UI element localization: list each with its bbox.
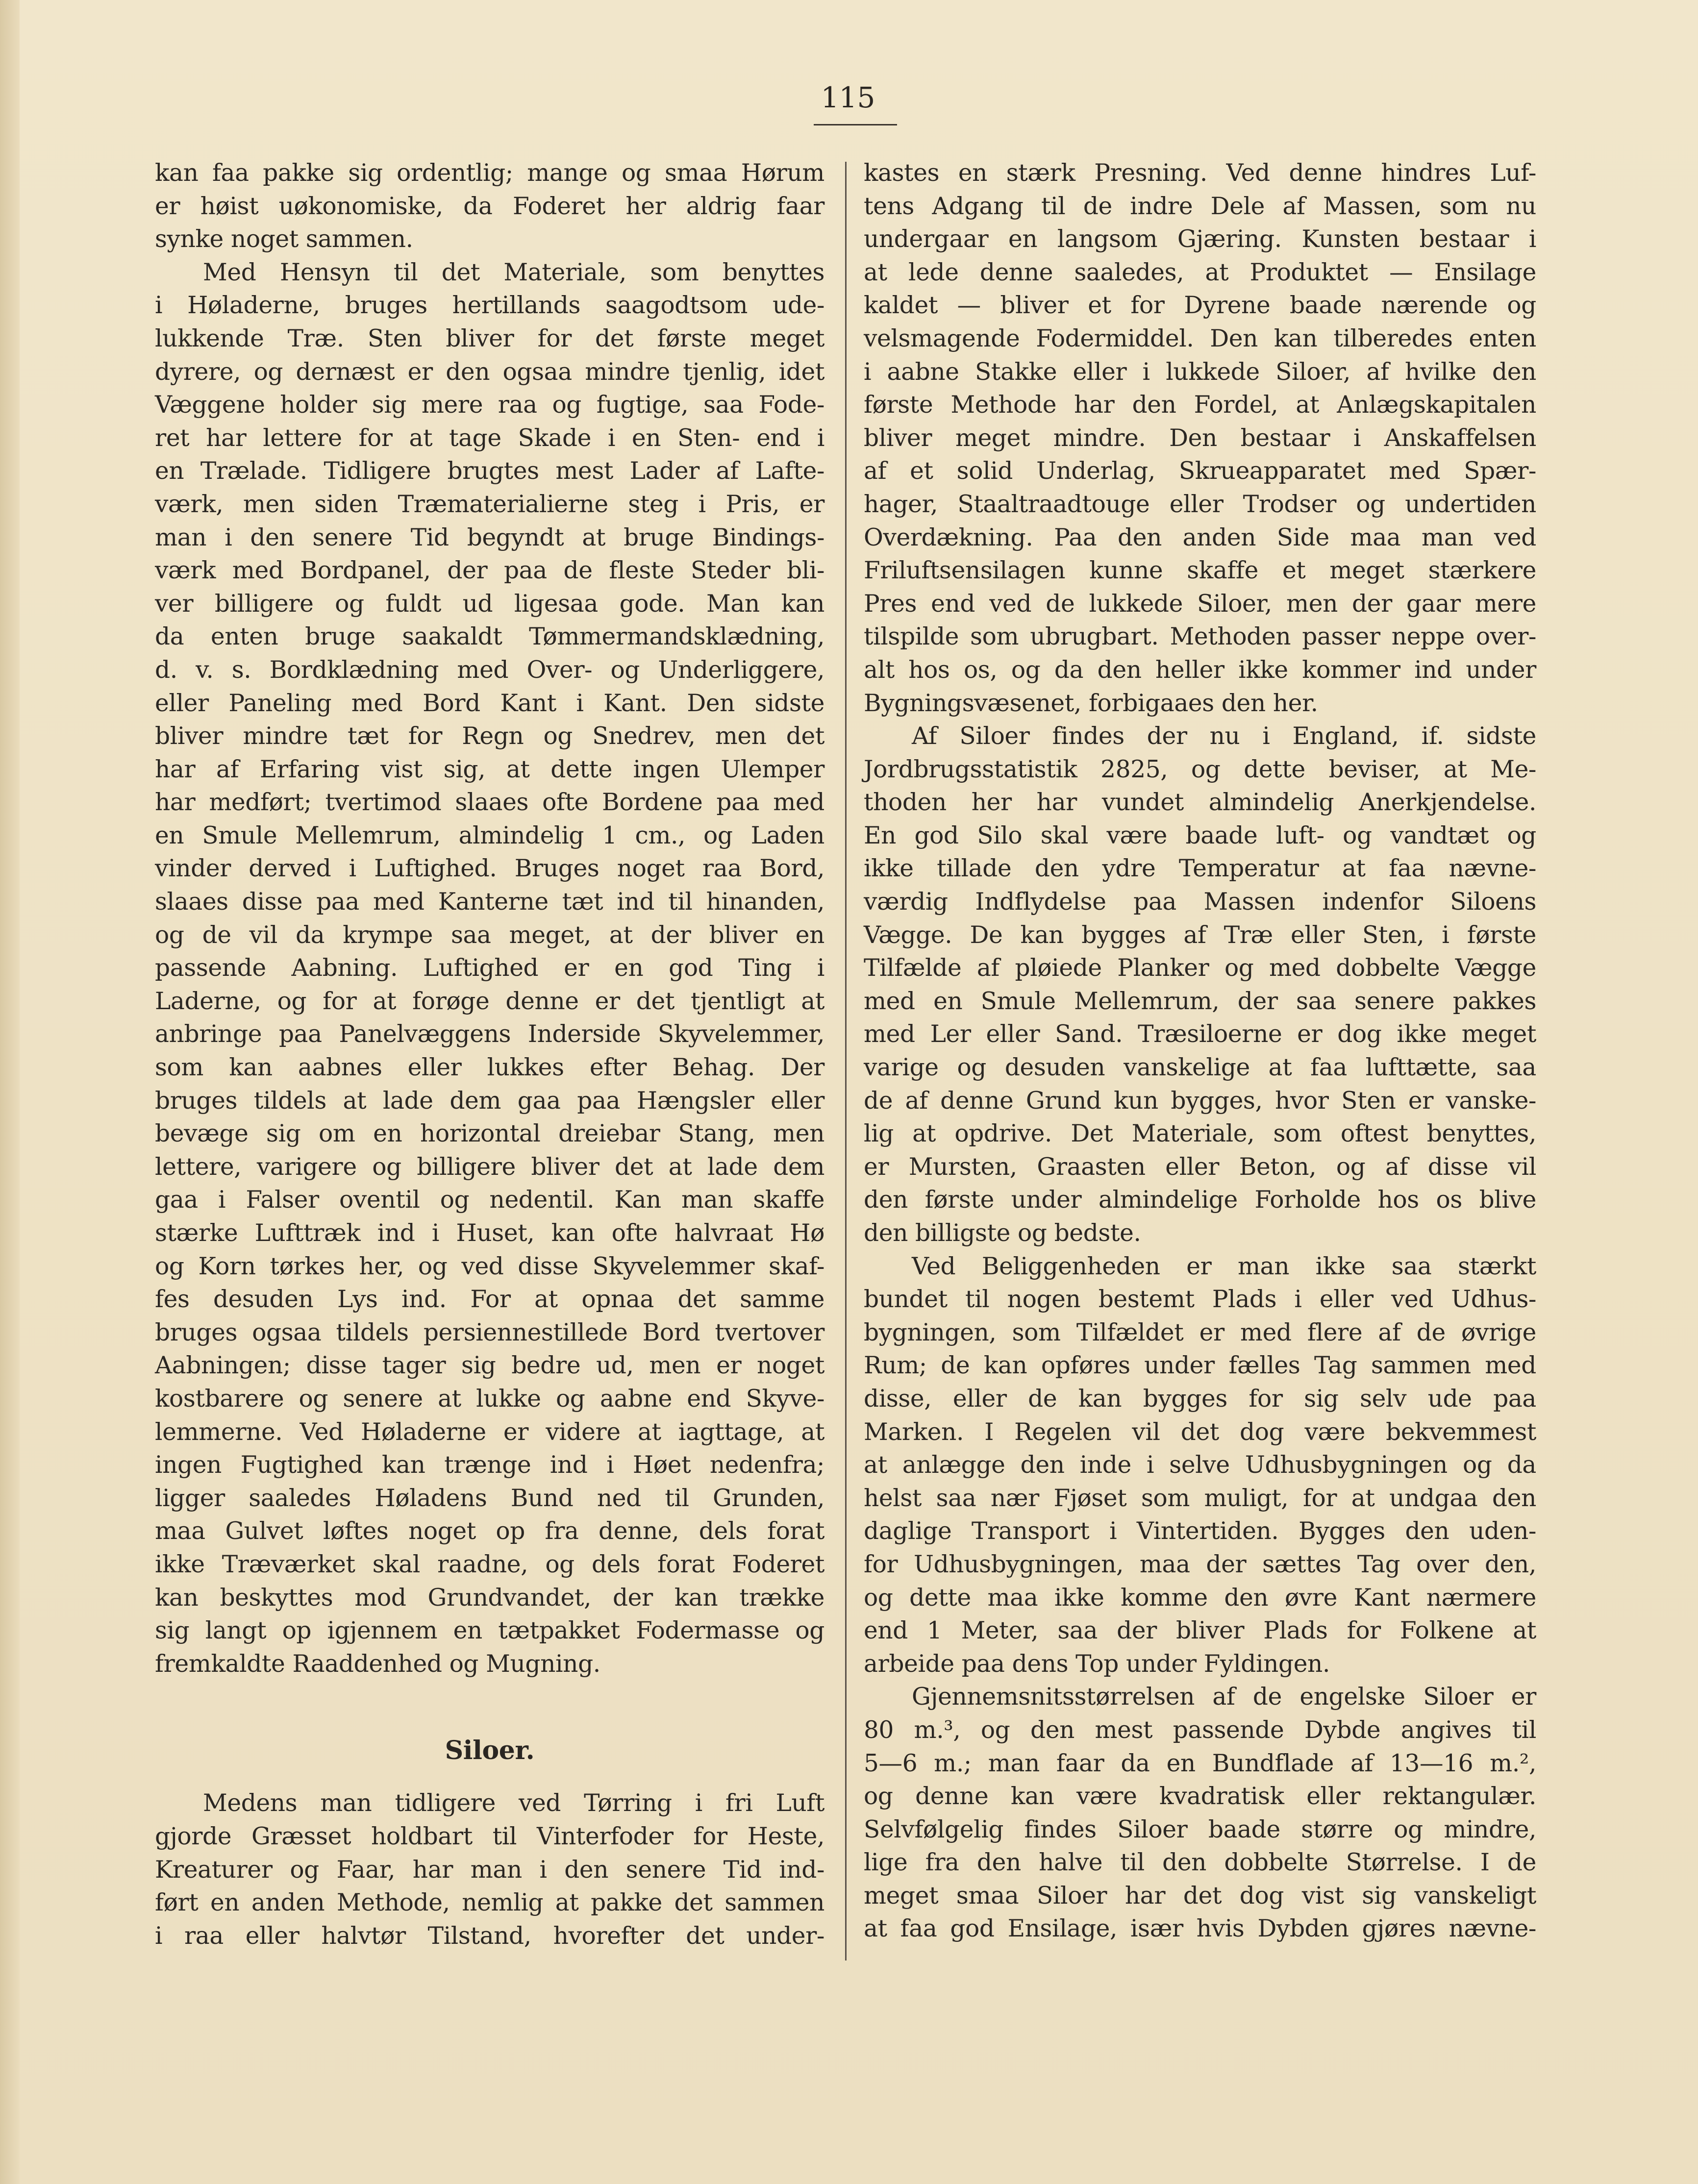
- spacer: [155, 1681, 824, 1731]
- text-line: Pres end ved de lukkede Siloer, men der gaar mere: [864, 590, 1536, 618]
- text-line: i aabne Stakke eller i lukkede Siloer, af hvilke den: [864, 358, 1536, 386]
- text-line: disse, eller de kan bygges for sig selv ude paa: [864, 1385, 1536, 1413]
- paragraph: [864, 720, 1536, 1250]
- text-line: thoden her har vundet almindelig Anerkjendelse.: [864, 789, 1536, 817]
- text-line: Laderne, og for at forøge denne er det tjentligt at: [155, 987, 824, 1015]
- text-line: lukkende Træ. Sten bliver for det første meget: [155, 324, 824, 352]
- text-line: stærke Lufttræk ind i Huset, kan ofte halvraat Hø: [155, 1219, 824, 1247]
- text-line: fremkaldte Raaddenhed og Mugning.: [155, 1650, 600, 1678]
- paragraph: [864, 157, 1536, 720]
- text-line: en Trælade. Tidligere brugtes mest Lader af Lafte-: [155, 457, 824, 485]
- text-line: Væggene holder sig mere raa og fugtige, saa Fode-: [155, 391, 824, 419]
- text-line: tens Adgang til de indre Dele af Massen, som nu: [864, 192, 1536, 220]
- header-rule: [814, 124, 897, 125]
- text-line: Aabningen; disse tager sig bedre ud, men er noget: [155, 1352, 824, 1380]
- text-line: og de vil da krympe saa meget, at der bliver en: [155, 921, 824, 949]
- text-line: Jordbrugsstatistik 2825, og dette beviser, at Me-: [864, 755, 1536, 783]
- paragraph: [155, 256, 824, 1681]
- text-line: Bygningsvæsenet, forbigaaes den her.: [864, 689, 1318, 717]
- text-line: Gjennemsnitsstørrelsen af de engelske Siloer er: [912, 1683, 1536, 1711]
- text-line: alt hos os, og da den heller ikke kommer ind under: [864, 656, 1536, 684]
- text-line: bruges tildels at lade dem gaa paa Hængsler eller: [155, 1087, 824, 1115]
- paragraph: [864, 1681, 1536, 1946]
- text-line: Medens man tidligere ved Tørring i fri Luft: [203, 1789, 824, 1817]
- text-line: ret har lettere for at tage Skade i en Sten- end i: [155, 424, 824, 452]
- text-line: har medført; tvertimod slaaes ofte Bordene paa med: [155, 789, 824, 817]
- text-line: og Korn tørkes her, og ved disse Skyvelemmer skaf-: [155, 1252, 824, 1280]
- text-line: Med Hensyn til det Materiale, som benyttes: [203, 258, 824, 286]
- section-heading: Siloer.: [445, 1736, 535, 1766]
- text-line: gjorde Græsset holdbart til Vinterfoder for Heste,: [155, 1822, 824, 1850]
- text-line: at anlægge den inde i selve Udhusbygningen og da: [864, 1451, 1536, 1479]
- text-line: bliver mindre tæt for Regn og Snedrev, men det: [155, 722, 824, 750]
- text-line: Marken. I Regelen vil det dog være bekvemmest: [864, 1418, 1536, 1446]
- text-line: i Høladerne, bruges hertillands saagodtsom ude-: [155, 292, 824, 320]
- text-line: den første under almindelige Forholde hos os blive: [864, 1186, 1536, 1214]
- text-line: værk med Bordpanel, der paa de fleste Steder bli-: [155, 557, 824, 585]
- text-line: kan beskyttes mod Grundvandet, der kan trække: [155, 1584, 824, 1612]
- text-line: i raa eller halvtør Tilstand, hvorefter det under-: [155, 1922, 824, 1950]
- text-line: at faa god Ensilage, især hvis Dybden gjøres nævne-: [864, 1915, 1536, 1943]
- text-line: daglige Transport i Vintertiden. Bygges den uden-: [864, 1517, 1536, 1545]
- text-line: som kan aabnes eller lukkes efter Behag. Der: [155, 1054, 824, 1082]
- text-line: ligger saaledes Høladens Bund ned til Grunden,: [155, 1484, 824, 1512]
- text-line: vinder derved i Luftighed. Bruges noget raa Bord,: [155, 855, 824, 883]
- text-line: synke noget sammen.: [155, 225, 413, 253]
- text-line: end 1 Meter, saa der bliver Plads for Folkene at: [864, 1617, 1536, 1645]
- text-line: 80 m.³, og den mest passende Dybde angives til: [864, 1716, 1536, 1744]
- text-line: bruges ogsaa tildels persiennestillede Bord tvertover: [155, 1318, 824, 1346]
- text-line: sig langt op igjennem en tætpakket Fodermasse og: [155, 1617, 824, 1645]
- paragraph: [155, 157, 824, 256]
- text-line: da enten bruge saakaldt Tømmermandsklædning,: [155, 623, 824, 651]
- text-line: har af Erfaring vist sig, at dette ingen Ulemper: [155, 755, 824, 783]
- text-line: og dette maa ikke komme den øvre Kant nærmere: [864, 1584, 1536, 1612]
- text-line: bygningen, som Tilfældet er med flere af de øvrige: [864, 1318, 1536, 1346]
- right-column: [864, 157, 1536, 1946]
- text-line: d. v. s. Bordklædning med Over- og Underliggere,: [155, 656, 824, 684]
- spacer: [155, 1770, 824, 1787]
- text-line: slaaes disse paa med Kanterne tæt ind til hinanden,: [155, 888, 824, 916]
- text-line: Friluftsensilagen kunne skaffe et meget stærkere: [864, 557, 1536, 585]
- text-line: varige og desuden vanskelige at faa lufttætte, saa: [864, 1054, 1536, 1082]
- text-line: og denne kan være kvadratisk eller rektangulær.: [864, 1783, 1536, 1811]
- text-line: man i den senere Tid begyndt at bruge Bindings-: [155, 523, 824, 551]
- text-line: bevæge sig om en horizontal dreiebar Stang, men: [155, 1120, 824, 1148]
- text-line: helst saa nær Fjøset som muligt, for at undgaa den: [864, 1484, 1536, 1512]
- text-line: Ved Beliggenheden er man ikke saa stærkt: [912, 1252, 1536, 1280]
- text-line: tilspilde som ubrugbart. Methoden passer neppe over-: [864, 623, 1536, 651]
- text-line: Tilfælde af pløiede Planker og med dobbelte Vægge: [864, 954, 1536, 982]
- text-line: ver billigere og fuldt ud ligesaa gode. Man kan: [155, 590, 824, 618]
- text-line: af et solid Underlag, Skrueapparatet med Spær-: [864, 457, 1536, 485]
- text-line: lettere, varigere og billigere bliver det at lade dem: [155, 1153, 824, 1181]
- column-divider: [845, 162, 847, 1961]
- text-line: dyrere, og dernæst er den ogsaa mindre tjenlig, idet: [155, 358, 824, 386]
- text-line: for Udhusbygningen, maa der sættes Tag over den,: [864, 1550, 1536, 1578]
- text-line: Af Siloer findes der nu i England, if. sidste: [912, 722, 1536, 750]
- text-line: kan faa pakke sig ordentlig; mange og smaa Hørum: [155, 159, 824, 187]
- text-line: kaldet — bliver et for Dyrene baade nærende og: [864, 292, 1536, 320]
- text-line: bliver meget mindre. Den bestaar i Anskaffelsen: [864, 424, 1536, 452]
- text-line: Rum; de kan opføres under fælles Tag sammen med: [864, 1352, 1536, 1380]
- text-line: værdig Indflydelse paa Massen indenfor Siloens: [864, 888, 1536, 916]
- text-line: ikke Træværket skal raadne, og dels forat Foderet: [155, 1550, 824, 1578]
- text-line: anbringe paa Panelvæggens Inderside Skyvelemmer,: [155, 1020, 824, 1048]
- text-line: Vægge. De kan bygges af Træ eller Sten, i første: [864, 921, 1536, 949]
- text-line: En god Silo skal være baade luft- og vandtæt og: [864, 821, 1536, 849]
- text-line: ingen Fugtighed kan trænge ind i Høet nedenfra;: [155, 1451, 824, 1479]
- text-line: Overdækning. Paa den anden Side maa man ved: [864, 523, 1536, 551]
- text-line: 5—6 m.; man faar da en Bundflade af 13—16 m.²,: [864, 1749, 1536, 1777]
- text-line: ført en anden Methode, nemlig at pakke det sammen: [155, 1889, 824, 1917]
- text-line: maa Gulvet løftes noget op fra denne, dels forat: [155, 1517, 824, 1545]
- text-line: fes desuden Lys ind. For at opnaa det samme: [155, 1286, 824, 1314]
- text-line: hager, Staaltraadtouge eller Trodser og undertiden: [864, 490, 1536, 518]
- paragraph: [864, 1250, 1536, 1681]
- text-line: lige fra den halve til den dobbelte Størrelse. I de: [864, 1849, 1536, 1877]
- text-line: at lede denne saaledes, at Produktet — Ensilage: [864, 258, 1536, 286]
- text-line: passende Aabning. Luftighed er en god Ting i: [155, 954, 824, 982]
- text-line: den billigste og bedste.: [864, 1219, 1141, 1247]
- text-line: lemmerne. Ved Høladerne er videre at iagttage, at: [155, 1418, 824, 1446]
- text-line: lig at opdrive. Det Materiale, som oftest benyttes,: [864, 1120, 1536, 1148]
- text-line: kastes en stærk Presning. Ved denne hindres Luf-: [864, 159, 1536, 187]
- text-line: med en Smule Mellemrum, der saa senere pakkes: [864, 987, 1536, 1015]
- text-line: eller Paneling med Bord Kant i Kant. Den sidste: [155, 689, 824, 717]
- text-line: med Ler eller Sand. Træsiloerne er dog ikke meget: [864, 1020, 1536, 1048]
- paragraph: [155, 1787, 824, 1953]
- text-line: velsmagende Fodermiddel. Den kan tilberedes enten: [864, 324, 1536, 352]
- text-line: Selvfølgelig findes Siloer baade større og mindre,: [864, 1815, 1536, 1843]
- text-line: meget smaa Siloer har det dog vist sig vanskeligt: [864, 1882, 1536, 1910]
- text-line: arbeide paa dens Top under Fyldingen.: [864, 1650, 1330, 1678]
- page-edge: [0, 0, 20, 2184]
- text-line: Kreaturer og Faar, har man i den senere Tid ind-: [155, 1856, 824, 1884]
- text-line: undergaar en langsom Gjæring. Kunsten bestaar i: [864, 225, 1536, 253]
- text-line: er Mursten, Graasten eller Beton, og af disse vil: [864, 1153, 1536, 1181]
- text-line: bundet til nogen bestemt Plads i eller ved Udhus-: [864, 1286, 1536, 1314]
- text-line: er høist uøkonomiske, da Foderet her aldrig faar: [155, 192, 824, 220]
- text-line: værk, men siden Træmaterialierne steg i Pris, er: [155, 490, 824, 518]
- text-line: første Methode har den Fordel, at Anlægskapitalen: [864, 391, 1536, 419]
- text-line: gaa i Falser oventil og nedentil. Kan man skaffe: [155, 1186, 824, 1214]
- page-number: 115: [821, 81, 875, 114]
- text-line: kostbarere og senere at lukke og aabne end Skyve-: [155, 1385, 824, 1413]
- text-line: en Smule Mellemrum, almindelig 1 cm., og Laden: [155, 821, 824, 849]
- text-line: de af denne Grund kun bygges, hvor Sten er vanske-: [864, 1087, 1536, 1115]
- text-line: ikke tillade den ydre Temperatur at faa nævne-: [864, 855, 1536, 883]
- left-column: [155, 157, 824, 1953]
